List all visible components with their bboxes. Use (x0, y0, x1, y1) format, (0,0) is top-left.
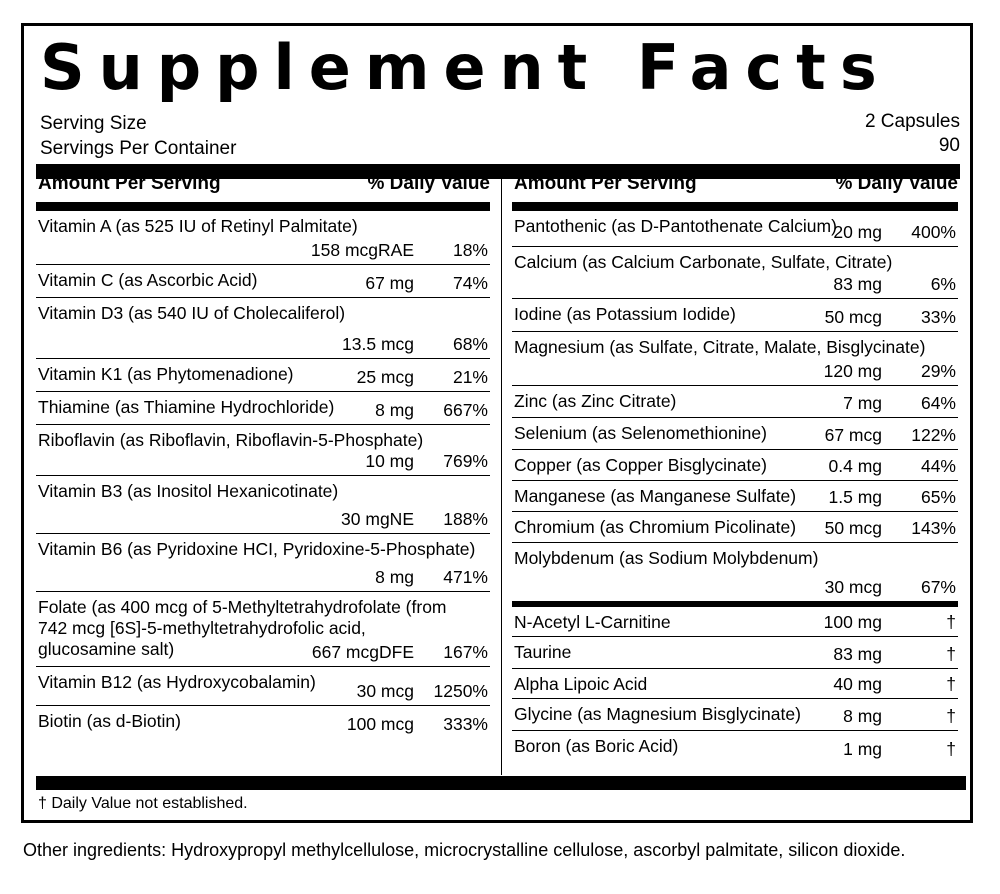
nutrient-amount: 8 mg (375, 567, 414, 587)
right-column-header (512, 166, 958, 211)
daily-value-heading: % Daily Value (367, 173, 490, 194)
nutrient-amount: 667 mcgDFE (311, 642, 414, 662)
right-column (512, 166, 958, 763)
nutrient-row (512, 699, 958, 731)
nutrient-row (512, 332, 958, 386)
nutrient-daily-value: 1250% (433, 681, 488, 701)
nutrient-daily-value: 769% (443, 451, 488, 471)
nutrient-amount: 67 mcg (824, 425, 882, 445)
nutrient-amount: 7 mg (843, 393, 882, 413)
nutrient-row (512, 418, 958, 450)
nutrient-row (512, 481, 958, 512)
nutrient-row (512, 299, 958, 332)
nutrient-daily-value: 333% (443, 714, 488, 734)
nutrient-row (512, 247, 958, 299)
nutrient-daily-value: 33% (920, 307, 956, 327)
nutrient-name: Calcium (as Calcium Carbonate, Sulfate, Citrate) (514, 252, 893, 272)
nutrient-name: Vitamin B3 (as Inositol Hexanicotinate) (38, 481, 339, 501)
nutrient-name: Vitamin B6 (as Pyridoxine HCI, Pyridoxine-5-Phosphate) (38, 539, 476, 559)
nutrient-row (36, 359, 490, 392)
nutrient-name: Vitamin K1 (as Phytomenadione) (38, 364, 294, 384)
nutrient-name: Vitamin D3 (as 540 IU of Cholecaliferol) (38, 303, 346, 323)
right-other-ingredient-list (512, 607, 958, 763)
nutrient-daily-value: 64% (920, 393, 956, 413)
nutrient-row (512, 637, 958, 669)
nutrient-row (512, 731, 958, 763)
nutrient-name: Manganese (as Manganese Sulfate) (514, 486, 797, 506)
nutrient-amount: 8 mg (375, 400, 414, 420)
nutrient-amount: 100 mcg (346, 714, 414, 734)
nutrient-amount: 30 mcg (356, 681, 414, 701)
nutrient-daily-value: 122% (911, 425, 956, 445)
nutrient-daily-value: 143% (911, 518, 956, 538)
servings-per-container-label: Servings Per Container (40, 138, 237, 159)
nutrient-daily-value: † (946, 612, 956, 632)
nutrient-daily-value: 18% (452, 240, 488, 260)
panel-title: Supplement Facts (40, 31, 891, 104)
nutrient-row (512, 211, 958, 247)
nutrient-daily-value: 74% (452, 273, 488, 293)
nutrient-daily-value: 6% (930, 274, 956, 294)
nutrient-row (36, 265, 490, 298)
nutrient-amount: 67 mg (365, 273, 414, 293)
left-column (36, 166, 490, 738)
nutrient-row (36, 706, 490, 738)
nutrient-amount: 40 mg (833, 674, 882, 694)
nutrient-name: Zinc (as Zinc Citrate) (514, 391, 677, 411)
serving-size-label: Serving Size (40, 113, 147, 134)
nutrient-amount: 50 mcg (824, 307, 882, 327)
nutrient-amount: 30 mgNE (341, 509, 414, 529)
nutrient-row (36, 667, 490, 706)
nutrient-name: Vitamin A (as 525 IU of Retinyl Palmitate) (38, 216, 358, 236)
nutrient-daily-value: 400% (911, 222, 956, 242)
nutrient-name: Magnesium (as Sulfate, Citrate, Malate, Bisglycinate) (514, 337, 926, 357)
nutrient-daily-value: 21% (452, 367, 488, 387)
nutrient-name: Folate (as 400 mcg of 5-Methyltetrahydrofolate (from 742 mcg [6S]-5-methyltetrahydrofolic acid, glucosamine salt) (38, 597, 447, 659)
bottom-thick-bar (36, 776, 966, 790)
nutrient-amount: 83 mg (833, 274, 882, 294)
nutrient-daily-value: † (946, 674, 956, 694)
nutrient-amount: 120 mg (823, 361, 882, 381)
amount-per-serving-heading: Amount Per Serving (38, 173, 221, 194)
nutrient-name: Biotin (as d-Biotin) (38, 711, 181, 731)
nutrient-row (36, 534, 490, 592)
nutrient-name: N-Acetyl L-Carnitine (514, 612, 671, 632)
nutrient-name: Vitamin C (as Ascorbic Acid) (38, 270, 258, 290)
nutrient-row (36, 392, 490, 425)
column-divider (501, 170, 502, 775)
nutrient-row (36, 211, 490, 265)
nutrient-amount: 158 mcgRAE (310, 240, 414, 260)
nutrient-row (512, 386, 958, 418)
nutrient-name: Pantothenic (as D-Pantothenate Calcium) (514, 216, 837, 236)
nutrient-name: Chromium (as Chromium Picolinate) (514, 517, 797, 537)
nutrient-daily-value: 188% (443, 509, 488, 529)
nutrient-daily-value: 68% (452, 334, 488, 354)
nutrient-daily-value: 471% (443, 567, 488, 587)
nutrient-name: Glycine (as Magnesium Bisglycinate) (514, 704, 801, 724)
nutrient-daily-value: 667% (443, 400, 488, 420)
nutrient-amount: 20 mg (833, 222, 882, 242)
nutrient-daily-value: † (946, 706, 956, 726)
nutrient-name: Selenium (as Selenomethionine) (514, 423, 767, 443)
right-nutrient-list (512, 211, 958, 601)
nutrient-amount: 83 mg (833, 644, 882, 664)
nutrient-row (512, 512, 958, 543)
nutrient-name: Molybdenum (as Sodium Molybdenum) (514, 548, 819, 568)
supplement-facts-panel (21, 23, 973, 823)
nutrient-name: Copper (as Copper Bisglycinate) (514, 455, 767, 475)
nutrient-row (512, 450, 958, 481)
amount-per-serving-heading: Amount Per Serving (514, 173, 697, 194)
footnote: † Daily Value not established. (38, 795, 248, 812)
nutrient-daily-value: 65% (920, 487, 956, 507)
nutrient-daily-value: 29% (920, 361, 956, 381)
nutrient-row (512, 543, 958, 601)
left-nutrient-list (36, 211, 490, 738)
nutrient-name: Taurine (514, 642, 572, 662)
nutrient-row (36, 298, 490, 359)
nutrient-row (512, 669, 958, 699)
nutrient-amount: 0.4 mg (828, 456, 882, 476)
nutrient-row (36, 592, 490, 667)
nutrient-daily-value: 167% (443, 642, 488, 662)
nutrient-daily-value: † (946, 739, 956, 759)
nutrient-name: Thiamine (as Thiamine Hydrochloride) (38, 397, 335, 417)
nutrient-amount: 10 mg (365, 451, 414, 471)
nutrient-row (36, 476, 490, 534)
nutrient-name: Riboflavin (as Riboflavin, Riboflavin-5-Phosphate) (38, 430, 424, 450)
nutrient-amount: 50 mcg (824, 518, 882, 538)
left-column-header (36, 166, 490, 211)
nutrient-name: Vitamin B12 (as Hydroxycobalamin) (38, 672, 316, 692)
serving-size-value: 2 Capsules (864, 111, 960, 132)
nutrient-amount: 1 mg (843, 739, 882, 759)
nutrient-amount: 25 mcg (356, 367, 414, 387)
nutrient-daily-value: 44% (920, 456, 956, 476)
nutrient-daily-value: † (946, 644, 956, 664)
daily-value-heading: % Daily Value (835, 173, 958, 194)
nutrient-amount: 100 mg (823, 612, 882, 632)
servings-per-container-value: 90 (938, 135, 960, 156)
nutrient-daily-value: 67% (920, 577, 956, 597)
nutrient-amount: 1.5 mg (828, 487, 882, 507)
nutrient-row (512, 607, 958, 637)
nutrient-row (36, 425, 490, 476)
nutrient-amount: 30 mcg (824, 577, 882, 597)
nutrient-name: Alpha Lipoic Acid (514, 674, 648, 694)
nutrient-name: Boron (as Boric Acid) (514, 736, 679, 756)
nutrient-amount: 8 mg (843, 706, 882, 726)
nutrient-name: Iodine (as Potassium Iodide) (514, 304, 736, 324)
other-ingredients: Other ingredients: Hydroxypropyl methylcellulose, microcrystalline cellulose, ascorbyl palmitate, silicon dioxide. (23, 840, 906, 860)
nutrient-amount: 13.5 mcg (342, 334, 414, 354)
